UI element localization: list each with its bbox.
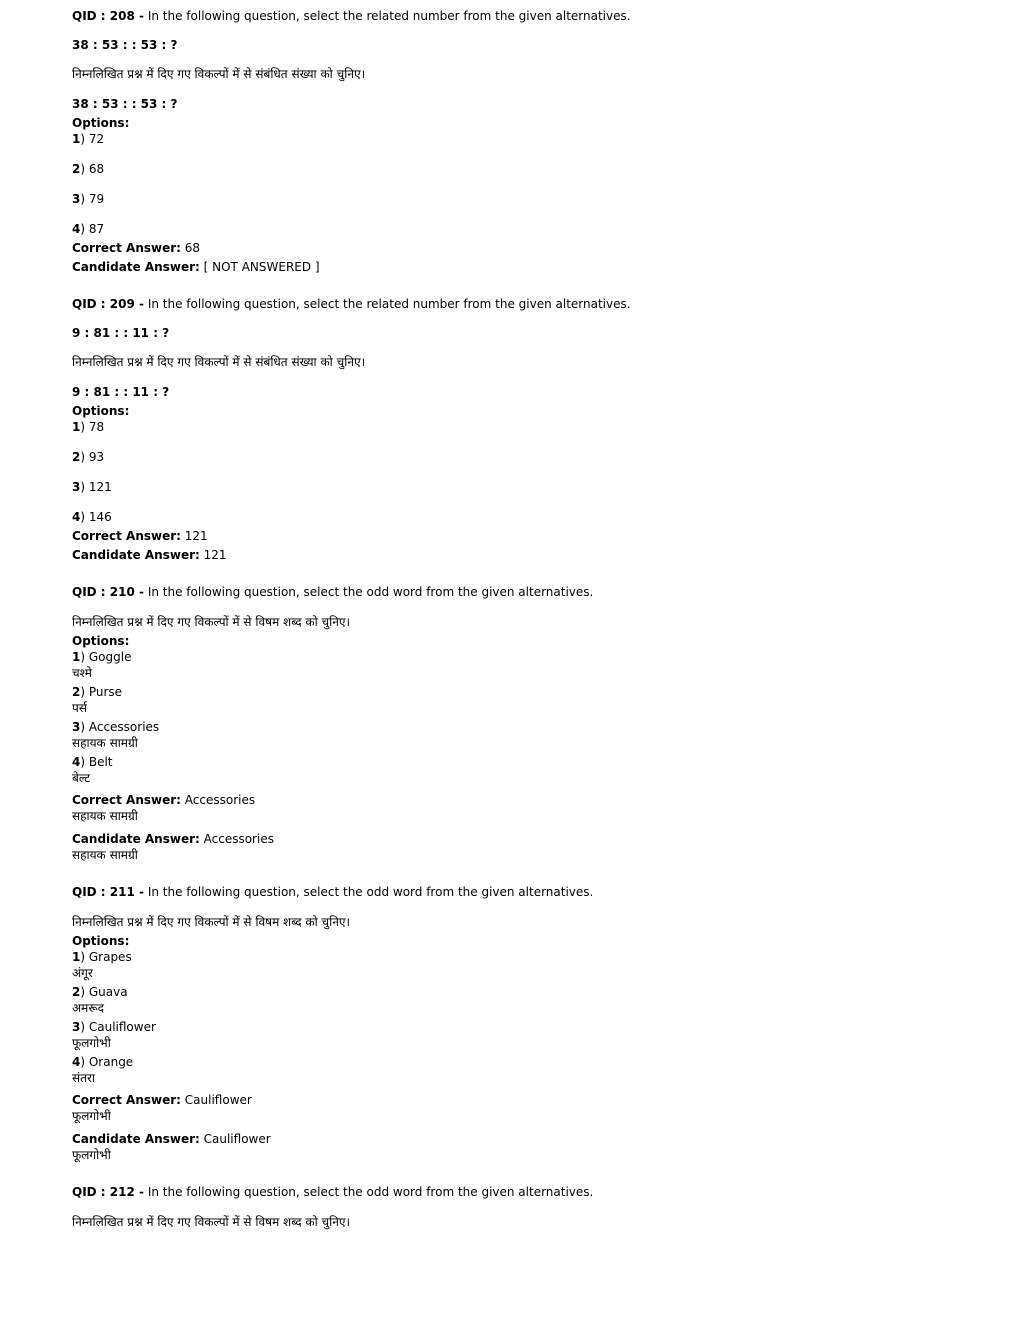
question-text-en: In the following question, select the related number from the given alternatives.: [147, 9, 631, 23]
question-text-en: In the following question, select the related number from the given alternatives.: [147, 297, 631, 311]
option-number: 3: [72, 480, 81, 494]
candidate-answer-label: Candidate Answer:: [72, 832, 200, 846]
option-text: ) Belt: [80, 755, 113, 769]
option-text: ) Cauliflower: [80, 1020, 156, 1034]
option-text: ) Grapes: [80, 950, 132, 964]
option-text-hi: अमरूद: [72, 1001, 105, 1015]
question-text-en: In the following question, select the odd word from the given alternatives.: [147, 885, 594, 899]
question-block-211: [72, 884, 972, 1163]
option-item: [72, 949, 972, 965]
option-number: 3: [72, 192, 81, 206]
question-text-hi: निम्नलिखित प्रश्न में दिए गए विकल्पों में से विषम शब्द को चुनिए।: [72, 615, 351, 629]
option-number: 4: [72, 755, 81, 769]
option-text: ) Accessories: [80, 720, 160, 734]
option-text-hi: पर्स: [72, 701, 87, 715]
option-item: [72, 1019, 972, 1035]
answer-key-page: [72, 8, 972, 1230]
option-number: 4: [72, 222, 81, 236]
option-number: 3: [72, 720, 81, 734]
option-item: [72, 754, 972, 770]
option-number: 2: [72, 162, 81, 176]
option-text: ) 87: [80, 222, 105, 236]
qid-label: QID : 208 -: [72, 9, 144, 23]
option-number: 3: [72, 1020, 81, 1034]
options-label: Options:: [72, 934, 130, 948]
option-item: [72, 131, 972, 147]
question-block-210: [72, 584, 972, 863]
option-number: 1: [72, 420, 81, 434]
option-text-hi: संतरा: [72, 1071, 95, 1085]
options-label: Options:: [72, 116, 130, 130]
option-text: ) Guava: [80, 985, 128, 999]
correct-answer-value: 68: [180, 241, 201, 255]
candidate-answer-value: 121: [199, 548, 227, 562]
option-number: 2: [72, 685, 81, 699]
candidate-answer: [72, 547, 972, 563]
option-item: [72, 684, 972, 700]
candidate-answer-value: Accessories: [199, 832, 274, 846]
option-text-hi: सहायक सामग्री: [72, 736, 138, 750]
correct-answer: [72, 1092, 972, 1108]
correct-answer: [72, 792, 972, 808]
candidate-answer-value: Cauliflower: [199, 1132, 271, 1146]
candidate-answer-hi: सहायक सामग्री: [72, 848, 138, 862]
option-item: [72, 419, 972, 435]
candidate-answer: [72, 259, 972, 275]
question-expression: 38 : 53 : : 53 : ?: [72, 97, 178, 111]
correct-answer: [72, 240, 972, 256]
option-item: [72, 161, 972, 177]
correct-answer: [72, 528, 972, 544]
question-block-208: [72, 8, 972, 275]
option-item: [72, 649, 972, 665]
question-block-209: [72, 296, 972, 563]
option-text-hi: फूलगोभी: [72, 1036, 111, 1050]
correct-answer-hi: सहायक सामग्री: [72, 809, 138, 823]
qid-label: QID : 212 -: [72, 1185, 144, 1199]
option-item: [72, 449, 972, 465]
correct-answer-label: Correct Answer:: [72, 529, 181, 543]
option-item: [72, 191, 972, 207]
candidate-answer-label: Candidate Answer:: [72, 260, 200, 274]
correct-answer-hi: फूलगोभी: [72, 1109, 111, 1123]
option-number: 1: [72, 650, 81, 664]
option-text: ) 93: [80, 450, 105, 464]
option-item: [72, 1054, 972, 1070]
candidate-answer-label: Candidate Answer:: [72, 1132, 200, 1146]
correct-answer-value: 121: [180, 529, 208, 543]
question-text-hi: निम्नलिखित प्रश्न में दिए गए विकल्पों में से विषम शब्द को चुनिए।: [72, 915, 351, 929]
question-text-hi: निम्नलिखित प्रश्न में दिए गए विकल्पों में से संबंधित संख्या को चुनिए।: [72, 355, 366, 369]
option-item: [72, 479, 972, 495]
option-text-hi: चश्मे: [72, 666, 92, 680]
question-text-hi: निम्नलिखित प्रश्न में दिए गए विकल्पों में से विषम शब्द को चुनिए।: [72, 1215, 351, 1229]
question-expression: 9 : 81 : : 11 : ?: [72, 385, 170, 399]
correct-answer-label: Correct Answer:: [72, 241, 181, 255]
question-text-en: In the following question, select the odd word from the given alternatives.: [147, 1185, 594, 1199]
option-text: ) 72: [80, 132, 105, 146]
option-text: ) 78: [80, 420, 105, 434]
question-text-en: In the following question, select the odd word from the given alternatives.: [147, 585, 594, 599]
option-text: ) Purse: [80, 685, 123, 699]
option-number: 2: [72, 985, 81, 999]
correct-answer-label: Correct Answer:: [72, 793, 181, 807]
correct-answer-label: Correct Answer:: [72, 1093, 181, 1107]
option-text: ) Orange: [80, 1055, 134, 1069]
option-text: ) 79: [80, 192, 105, 206]
option-number: 4: [72, 510, 81, 524]
question-header: [72, 1184, 972, 1200]
option-number: 2: [72, 450, 81, 464]
candidate-answer: [72, 1131, 972, 1147]
option-number: 1: [72, 950, 81, 964]
option-item: [72, 984, 972, 1000]
option-number: 1: [72, 132, 81, 146]
options-label: Options:: [72, 404, 130, 418]
candidate-answer: [72, 831, 972, 847]
option-text: ) 121: [80, 480, 112, 494]
question-header: [72, 884, 972, 900]
question-text-hi: निम्नलिखित प्रश्न में दिए गए विकल्पों में से संबंधित संख्या को चुनिए।: [72, 67, 366, 81]
candidate-answer-hi: फूलगोभी: [72, 1148, 111, 1162]
question-header: [72, 8, 972, 24]
candidate-answer-label: Candidate Answer:: [72, 548, 200, 562]
qid-label: QID : 210 -: [72, 585, 144, 599]
candidate-answer-value: [ NOT ANSWERED ]: [199, 260, 320, 274]
option-text-hi: अंगूर: [72, 966, 93, 980]
qid-label: QID : 211 -: [72, 885, 144, 899]
option-text: ) 68: [80, 162, 105, 176]
question-header: [72, 584, 972, 600]
correct-answer-value: Accessories: [180, 793, 256, 807]
option-item: [72, 509, 972, 525]
option-item: [72, 221, 972, 237]
option-text: ) 146: [80, 510, 112, 524]
question-header: [72, 296, 972, 312]
option-number: 4: [72, 1055, 81, 1069]
question-block-212: [72, 1184, 972, 1230]
qid-label: QID : 209 -: [72, 297, 144, 311]
question-expression: 38 : 53 : : 53 : ?: [72, 38, 178, 52]
question-expression: 9 : 81 : : 11 : ?: [72, 326, 170, 340]
correct-answer-value: Cauliflower: [180, 1093, 252, 1107]
option-item: [72, 719, 972, 735]
option-text: ) Goggle: [80, 650, 132, 664]
options-label: Options:: [72, 634, 130, 648]
option-text-hi: बेल्ट: [72, 771, 91, 785]
